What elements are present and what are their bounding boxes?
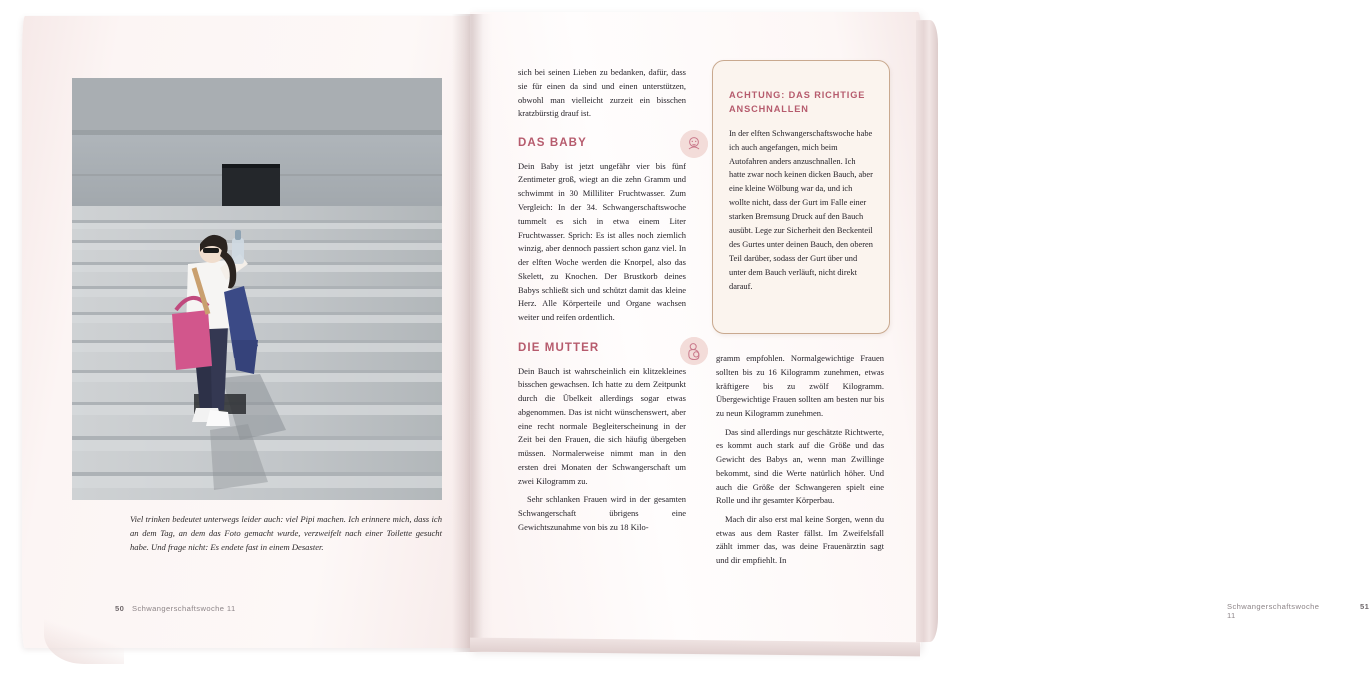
paragraph-right-2: Das sind allerdings nur geschätzte Richtwerte, es kommt auch stark auf die Größe und das Gewicht des Babys an, wenn man Zwillinge bekommt, sind die Werte natürlich höher. Und auch die Größe der Schwangeren spielt eine Rolle und ihr gesamter Körperbau. [716, 426, 884, 506]
right-running-head: Schwangerschaftswoche 11 [1227, 602, 1320, 620]
section-heading-das-baby: DAS BABY [518, 137, 587, 150]
page-curl-shading [44, 616, 124, 664]
right-page-column-right [716, 352, 884, 573]
callout-body: In der elften Schwangerschaftswoche habe ich auch angefangen, mich beim Autofahren anders anzuschnallen. Ich hatte zwar noch keinen dicken Bauch, aber eine kleine Wölbung war da, und ich wollte nicht, dass der Gurt im Falle einer starken Bremsung Druck auf den Bauch ausübt. Lege zur Sicherheit den Beckenteil des Gurtes unter deinen Bauch, den oberen Teil darüber, sodass der Gurt über und unter dem Bauch verläuft, nicht direkt darauf. [729, 128, 873, 292]
page-edge-stack [916, 20, 938, 642]
paragraph-die-mutter-2: Sehr schlanken Frauen wird in der gesamten Schwangerschaft übrigens eine Gewichtszunahme von bis zu 18 Kilo- [518, 494, 686, 532]
left-running-head: Schwangerschaftswoche 11 [132, 604, 236, 613]
section-das-baby [518, 134, 686, 325]
baby-badge-icon [680, 130, 708, 158]
paragraph-right-1: gramm empfohlen. Normalgewichtige Frauen sollten bis zu 16 Kilogramm zunehmen, etwas kräftigere bis zu zwölf Kilogramm. Übergewichtige Frauen sollten am besten nur bis zu neun Kilogramm zunehmen. [716, 353, 884, 419]
left-page-number: 50 [115, 604, 125, 613]
right-page-column-left [518, 66, 686, 539]
callout-content [729, 89, 873, 294]
paragraph-right-3: Mach dir also erst mal keine Sorgen, wenn du etwas aus dem Raster fällst. Im Zweifelsfall zählt immer das, was deine Frauenärztin sagt und dir empfiehlt. In [716, 513, 884, 566]
photo-caption: Viel trinken bedeutet unterwegs leider auch: viel Pipi machen. Ich erinnere mich, dass ich an dem Tag, an dem das Foto gemacht wurde, verzweifelt nach einer Toilette gesucht habe. Und frage nicht: Es endete fast in einem Desaster. [130, 514, 442, 553]
section-heading-die-mutter: DIE MUTTER [518, 341, 600, 354]
right-page-number: 51 [1360, 602, 1369, 611]
paragraph-das-baby: Dein Baby ist jetzt ungefähr vier bis fünf Zentimeter groß, wiegt an die zehn Gramm und schwimmt in 30 Milliliter Fruchtwasser. Zum Vergleich: In der 34. Schwangerschaftswoche tummelt es sich in etwa einem Liter Fruchtwasser. Sprich: Es ist alles noch ziemlich winzig, aber dennoch passiert schon ganz viel. In der elften Woche werden die Knorpel, also das Skelett, zu Knochen. Der Brustkorb deines Babys schließt sich und schützt damit das kleine Herz. Alle Körperteile und Organe wachsen weiter und reifen ordentlich. [518, 160, 686, 323]
callout-box-anschnallen [712, 60, 890, 334]
photo-woman-on-stairs [72, 78, 442, 500]
section-die-mutter [518, 339, 686, 534]
mother-badge-icon [680, 337, 708, 365]
callout-title: ACHTUNG: DAS RICHTIGE ANSCHNALLEN [729, 90, 866, 114]
left-page [22, 16, 470, 648]
intro-paragraph: sich bei seinen Lieben zu bedanken, dafür, dass sie für einen da sind und einen unterstützen, obwohl man vielleicht zurzeit ein bisschen kratzbürstig drauf ist. [518, 67, 686, 119]
paragraph-die-mutter-1: Dein Bauch ist wahrscheinlich ein klitzekleines bisschen gewachsen. Ich hatte zu dem Zeitpunkt durch die Übelkeit allerdings sogar etwas abgenommen. Das ist nicht wünschenswert, aber eine recht normale Begleiterscheinung in der Zeit bei den Frauen, die sich häufig übergeben müssen. Normalerweise nimmt man in den ersten drei Monaten der Schwangerschaft um zwei Kilogramm zu. [518, 365, 686, 486]
